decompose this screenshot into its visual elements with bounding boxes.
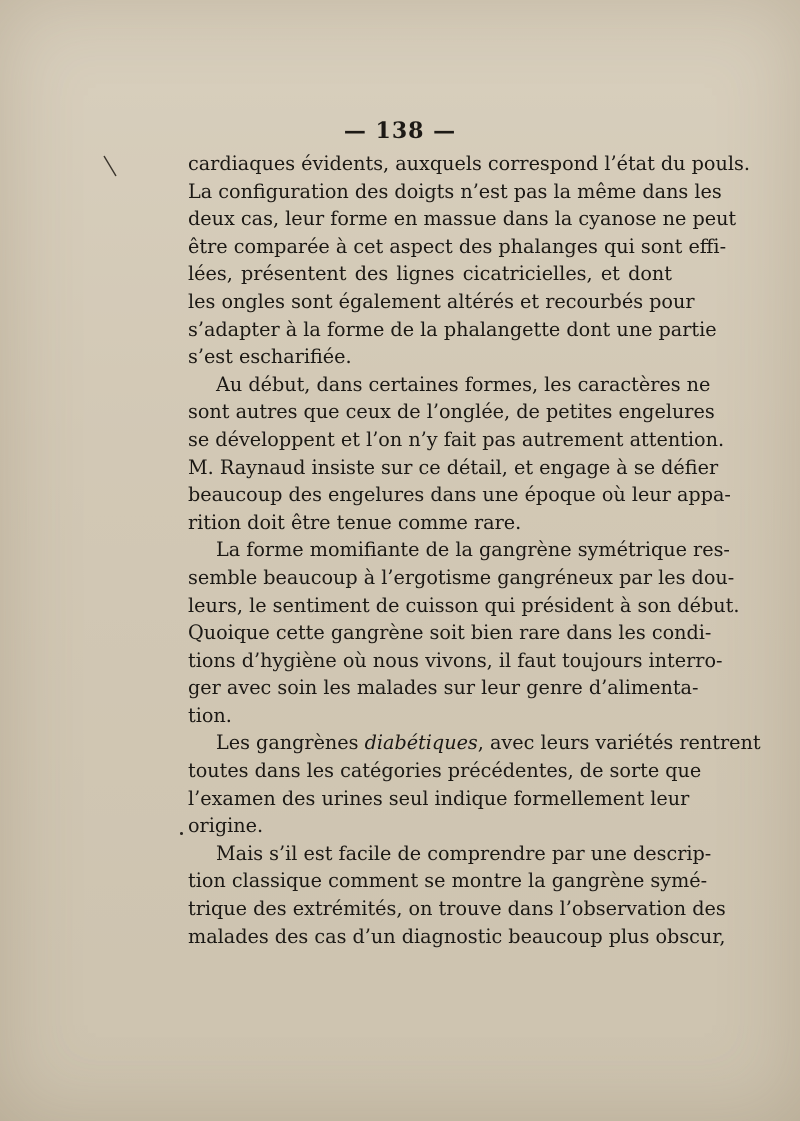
text-line: semble beaucoup à l’ergotisme gangréneux par les dou- xyxy=(188,565,735,589)
text-line: deux cas, leur forme en massue dans la cyanose ne peut xyxy=(188,207,737,231)
text-line: Au début, dans certaines formes, les caractères ne xyxy=(216,372,711,396)
text-line: trique des extrémités, on trouve dans l’observation des xyxy=(188,897,726,921)
text-line: M. Raynaud insiste sur ce détail, et engage à se défier xyxy=(188,455,719,479)
paragraph xyxy=(188,840,726,950)
margin-dot xyxy=(180,832,183,835)
page-number: — 138 — xyxy=(343,118,457,144)
text-line: s’est escharifiée. xyxy=(188,345,352,369)
text-line: s’adapter à la forme de la phalangette dont une partie xyxy=(188,317,717,341)
paragraph xyxy=(188,371,731,537)
text-line: cardiaques évidents, auxquels correspond l’état du pouls. xyxy=(188,152,750,175)
paragraph xyxy=(188,150,750,371)
text-line: lées, présentent des lignes cicatricielles, et dont xyxy=(188,262,672,286)
paragraph xyxy=(188,536,740,729)
paragraph xyxy=(188,729,761,839)
margin-pencil-mark xyxy=(103,155,117,177)
text-line: La configuration des doigts n’est pas la même dans les xyxy=(188,179,722,203)
text-line: rition doit être tenue comme rare. xyxy=(188,510,522,534)
text-line: se développent et l’on n’y fait pas autrement attention. xyxy=(188,427,725,451)
italic-word: diabétiques xyxy=(364,731,478,755)
text-line: sont autres que ceux de l’onglée, de petites engelures xyxy=(188,400,715,424)
text-line: l’examen des urines seul indique formellement leur xyxy=(188,786,690,810)
text-line: beaucoup des engelures dans une époque où leur appa- xyxy=(188,483,731,507)
text-line: Les gangrènes diabétiques, avec leurs variétés rentrent xyxy=(216,731,761,755)
text-line: leurs, le sentiment de cuisson qui président à son début. xyxy=(188,593,740,617)
text-line: origine. xyxy=(188,814,264,838)
text-line: tion classique comment se montre la gangrène symé- xyxy=(188,869,708,893)
text-line: tions d’hygiène où nous vivons, il faut toujours interro- xyxy=(188,648,723,672)
text-line: être comparée à cet aspect des phalanges qui sont effi- xyxy=(188,234,727,258)
text-line: Mais s’il est facile de comprendre par une descrip- xyxy=(216,841,712,865)
text-line: Quoique cette gangrène soit bien rare dans les condi- xyxy=(188,621,712,645)
text-line: tion. xyxy=(188,703,232,727)
text-line: les ongles sont également altérés et recourbés pour xyxy=(188,289,695,313)
body-text xyxy=(188,150,761,950)
text-line: malades des cas d’un diagnostic beaucoup plus obscur, xyxy=(188,924,726,948)
text-line: La forme momifiante de la gangrène symétrique res- xyxy=(216,538,730,562)
text-line: toutes dans les catégories précédentes, de sorte que xyxy=(188,759,702,783)
text-line: ger avec soin les malades sur leur genre d’alimenta- xyxy=(188,676,699,700)
